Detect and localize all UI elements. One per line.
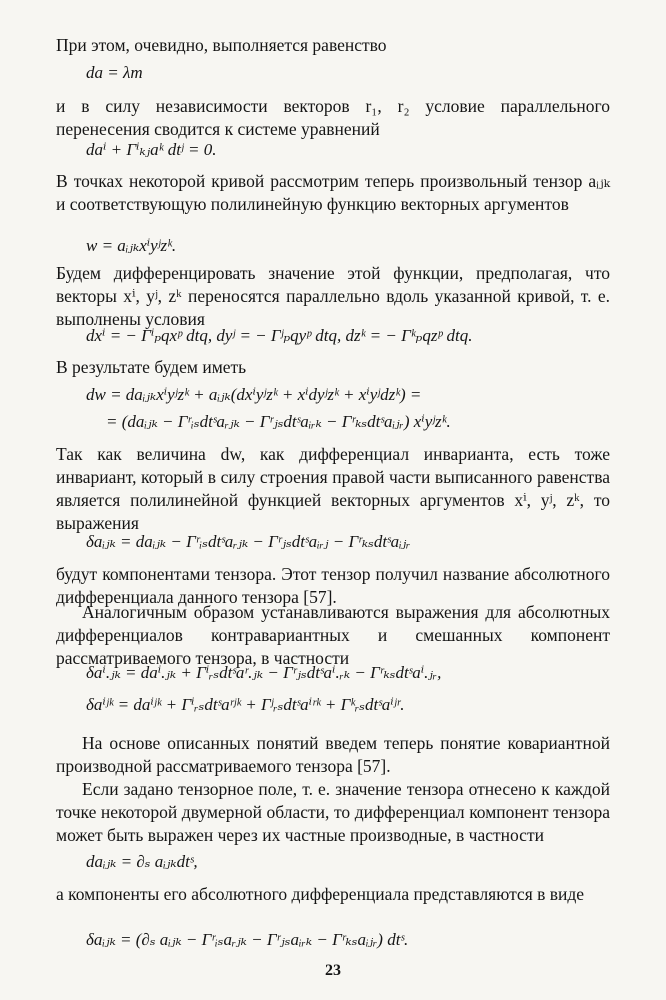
paragraph-7: будут компонентами тензора. Этот тензор получил название абсолютного дифференциала данного тензора [57]. [56,564,610,607]
equation-mixed: δaⁱ.ⱼₖ = daⁱ.ⱼₖ + Γⁱᵣₛdtˢaʳ.ⱼₖ − Γʳⱼₛdtˢaⁱ.ᵣₖ − Γʳₖₛdtˢaⁱ.ⱼᵣ, [86,663,442,682]
paragraph-4: Будем дифференцировать значение этой функции, предполагая, что векторы xⁱ, yʲ, zᵏ переносятся параллельно вдоль указанной кривой, т. е. выполнены условия [56,263,610,329]
paragraph-11: а компоненты его абсолютного дифференциала представляются в виде [56,884,585,904]
paragraph-3: В точках некоторой кривой рассмотрим теперь произвольный тензор aᵢⱼₖ и соответствующую полилинейную функцию векторных аргументов [56,171,610,214]
paragraph-1: При этом, очевидно, выполняется равенство [56,35,387,55]
equation-contravariant: δaⁱʲᵏ = daⁱʲᵏ + Γⁱᵣₛdtˢaʳʲᵏ + Γʲᵣₛdtˢaⁱʳᵏ + Γᵏᵣₛdtˢaⁱʲʳ. [86,695,405,714]
paragraph-2: и в силу независимости векторов r₁, r₂ условие параллельного перенесения сводится к системе уравнений [56,96,610,139]
paragraph-8: Аналогичным образом устанавливаются выражения для абсолютных дифференциалов контравариантных и смешанных компонент рассматриваемого тензора, в частности [56,602,610,668]
paragraph-9: На основе описанных понятий введем теперь понятие ковариантной производной рассматриваемого тензора [57]. [56,733,610,776]
equation-covariant-derivative: δaᵢⱼₖ = (∂ₛ aᵢⱼₖ − Γʳᵢₛaᵣⱼₖ − Γʳⱼₛaᵢᵣₖ − Γʳₖₛaᵢⱼᵣ) dtˢ. [86,930,409,949]
paragraph-6: Так как величина dw, как дифференциал инварианта, есть тоже инвариант, который в силу строения правой части выписанного равенства является полилинейной функцией векторных аргументов xⁱ, yʲ, zᵏ, то выражения [56,444,610,533]
equation-partial: daᵢⱼₖ = ∂ₛ aᵢⱼₖdtˢ, [86,852,198,871]
paragraph-5: В результате будем иметь [56,357,247,377]
equation-w: w = aᵢⱼₖxⁱyʲzᵏ. [86,236,177,255]
equation-da-lambda-m: da = λm [86,63,143,82]
equation-parallel-transport: daⁱ + Γⁱₖⱼaᵏ dtʲ = 0. [86,140,217,159]
equation-conditions: dxⁱ = − Γⁱₚqxᵖ dtq, dyʲ = − Γʲₚqyᵖ dtq, dzᵏ = − Γᵏₚqzᵖ dtq. [86,326,473,345]
equation-absolute-differential: δaᵢⱼₖ = daᵢⱼₖ − Γʳᵢₛdtˢaᵣⱼₖ − Γʳⱼₛdtˢaᵢᵣⱼ − Γʳₖₛdtˢaᵢⱼᵣ [86,532,411,551]
paragraph-10: Если задано тензорное поле, т. е. значение тензора отнесено к каждой точке некоторой двумерной области, то дифференциал компонент тензора может быть выражен через их частные производные, в частности [56,779,610,845]
equation-dw-line-2: = (daᵢⱼₖ − Γʳᵢₛdtˢaᵣⱼₖ − Γʳⱼₛdtˢaᵢᵣₖ − Γʳₖₛdtˢaᵢⱼᵣ) xⁱyʲzᵏ. [106,412,451,431]
page-number: 23 [325,962,341,979]
equation-dw-line-1: dw = daᵢⱼₖxⁱyʲzᵏ + aᵢⱼₖ(dxⁱyʲzᵏ + xⁱdyʲzᵏ + xⁱyʲdzᵏ) = [86,385,422,404]
